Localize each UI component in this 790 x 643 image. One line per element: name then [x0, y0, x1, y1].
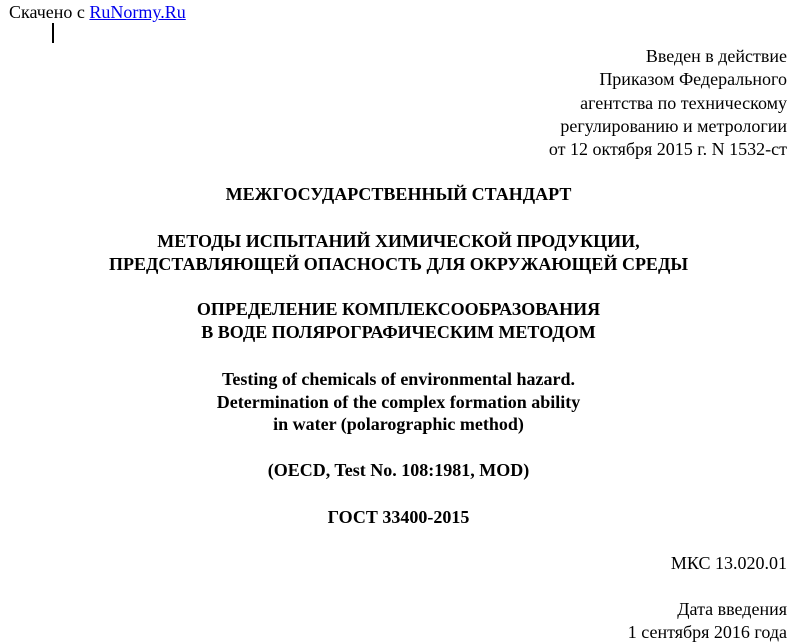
oecd-reference: (OECD, Test No. 108:1981, MOD) — [0, 459, 790, 481]
enactment-line: Приказом Федерального — [549, 68, 787, 91]
title-english — [0, 368, 790, 436]
title-methods-line: МЕТОДЫ ИСПЫТАНИЙ ХИМИЧЕСКОЙ ПРОДУКЦИИ, — [0, 230, 790, 253]
source-line — [9, 1, 186, 23]
enactment-line: регулированию и метрологии — [549, 115, 787, 138]
enactment-note — [549, 45, 787, 161]
source-prefix: Скачено с — [9, 2, 85, 22]
enactment-line: от 12 октября 2015 г. N 1532-ст — [549, 138, 787, 161]
title-definition — [0, 298, 790, 344]
enactment-line: Введен в действие — [549, 45, 787, 68]
mks-code: МКС 13.020.01 — [671, 552, 787, 574]
title-definition-line: ОПРЕДЕЛЕНИЕ КОМПЛЕКСООБРАЗОВАНИЯ — [0, 298, 790, 321]
introduction-date-value: 1 сентября 2016 года — [628, 621, 787, 643]
title-methods-line: ПРЕДСТАВЛЯЮЩЕЙ ОПАСНОСТЬ ДЛЯ ОКРУЖАЮЩЕЙ СРЕДЫ — [0, 253, 790, 276]
text-cursor — [52, 23, 54, 43]
gost-number: ГОСТ 33400-2015 — [0, 506, 790, 528]
introduction-date — [628, 598, 787, 643]
title-english-line: Testing of chemicals of environmental hazard. — [0, 368, 790, 391]
title-english-line: in water (polarographic method) — [0, 413, 790, 436]
title-english-line: Determination of the complex formation ability — [0, 391, 790, 414]
standard-type-heading: МЕЖГОСУДАРСТВЕННЫЙ СТАНДАРТ — [0, 183, 790, 205]
title-definition-line: В ВОДЕ ПОЛЯРОГРАФИЧЕСКИМ МЕТОДОМ — [0, 321, 790, 344]
introduction-date-label: Дата введения — [628, 598, 787, 621]
enactment-line: агентства по техническому — [549, 92, 787, 115]
title-methods — [0, 230, 790, 276]
runormy-link[interactable]: RuNormy.Ru — [89, 2, 185, 22]
